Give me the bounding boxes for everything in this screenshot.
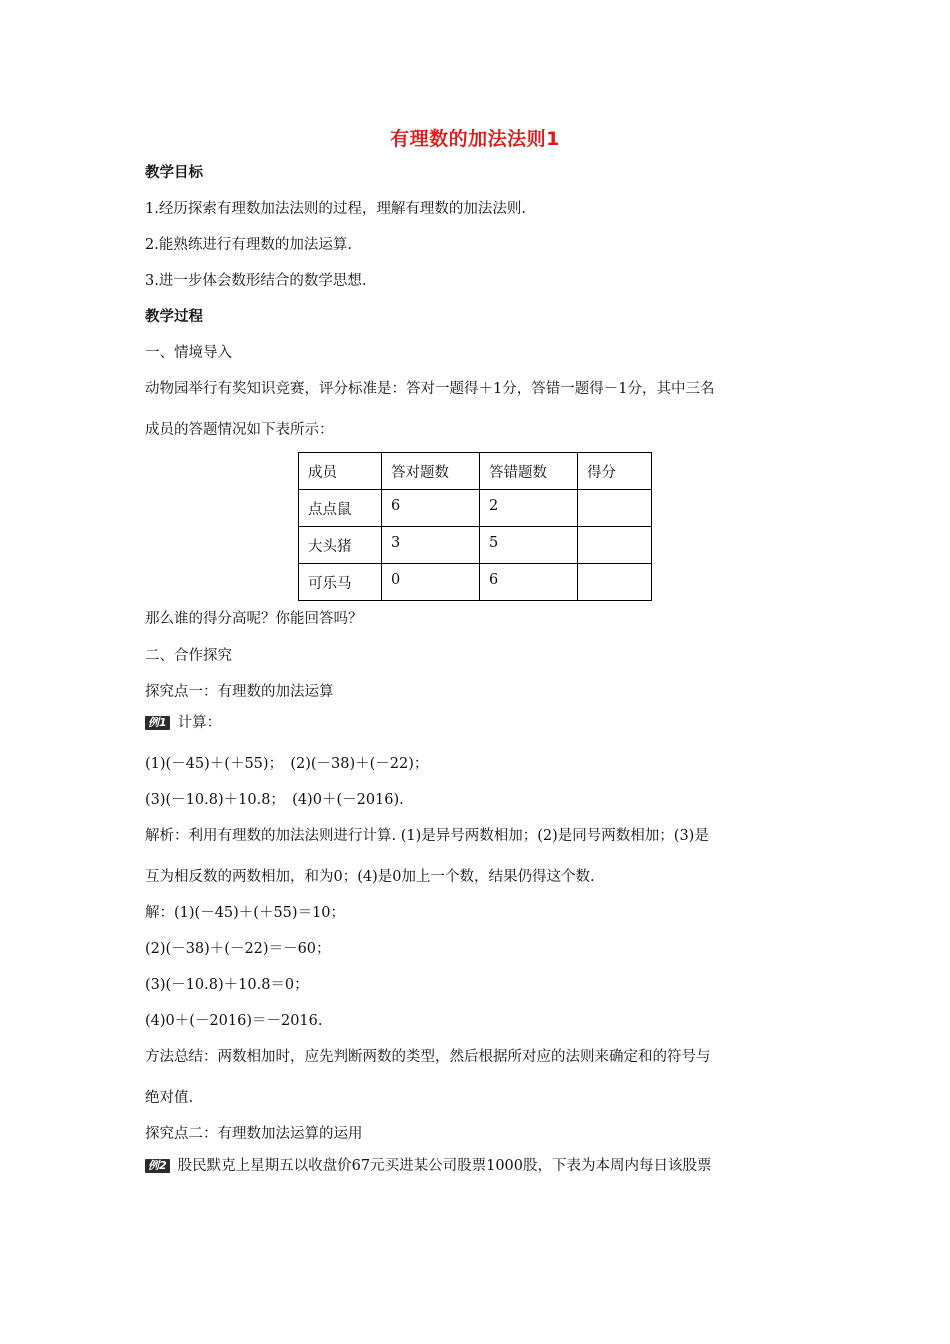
table-header-cell: 成员 (299, 453, 382, 490)
paragraph-line: 绝对值. (145, 1090, 194, 1106)
part-heading: 一、情境导入 (145, 345, 232, 361)
table-cell: 6 (480, 564, 578, 601)
paragraph-line: 那么谁的得分高呢？你能回答吗？ (145, 611, 363, 627)
paragraph-line: 动物园举行有奖知识竞赛，评分标准是：答对一题得＋1分，答错一题得－1分，其中三名 (145, 381, 715, 397)
paragraph-line: 方法总结：两数相加时，应先判断两数的类型，然后根据所对应的法则来确定和的符号与 (145, 1049, 711, 1065)
part-heading: 二、合作探究 (145, 648, 232, 664)
example-badge: 例1 (145, 716, 170, 730)
table-cell: 3 (382, 527, 480, 564)
paragraph-line: 成员的答题情况如下表所示： (145, 422, 334, 438)
example-text: 股民默克上星期五以收盘价67元买进某公司股票1000股，下表为本周内每日该股票 (177, 1158, 712, 1174)
formula-line: (3)(－10.8)＋10.8； (4)0＋(－2016). (145, 792, 404, 808)
table-row (299, 490, 652, 527)
table-cell: 大头猪 (299, 527, 382, 564)
table-row (299, 564, 652, 601)
solution-line: 解：(1)(－45)＋(＋55)＝10； (145, 905, 346, 921)
example-text: 计算： (177, 715, 222, 731)
example-line (145, 713, 815, 733)
example-badge: 例2 (145, 1159, 170, 1173)
table-cell: 6 (382, 490, 480, 527)
goal-item: 2.能熟练进行有理数的加法运算. (145, 237, 352, 253)
table-header-cell: 得分 (578, 453, 652, 490)
table-cell: 点点鼠 (299, 490, 382, 527)
solution-line: (3)(－10.8)＋10.8＝0； (145, 977, 309, 993)
table-cell (578, 490, 652, 527)
goal-item: 3.进一步体会数形结合的数学思想. (145, 273, 367, 289)
solution-line: (4)0＋(－2016)＝－2016. (145, 1013, 323, 1029)
page-title: 有理数的加法法则1 (390, 128, 560, 150)
score-table (298, 452, 652, 601)
table-cell: 0 (382, 564, 480, 601)
paragraph-line: 解析：利用有理数的加法法则进行计算. (1)是异号两数相加；(2)是同号两数相加；(3)是 (145, 828, 709, 844)
table-cell: 可乐马 (299, 564, 382, 601)
formula-line: (1)(－45)＋(＋55)； (2)(－38)＋(－22)； (145, 756, 429, 772)
section-heading-goals: 教学目标 (145, 165, 203, 181)
solution-line: (2)(－38)＋(－22)＝－60； (145, 941, 331, 957)
paragraph-line: 互为相反数的两数相加，和为0；(4)是0加上一个数，结果仍得这个数. (145, 869, 595, 885)
example-line (145, 1156, 815, 1176)
subsection-heading: 探究点二：有理数加法运算的运用 (145, 1126, 363, 1142)
table-header-row (299, 453, 652, 490)
table-row (299, 527, 652, 564)
table-cell: 5 (480, 527, 578, 564)
table-cell (578, 564, 652, 601)
goal-item: 1.经历探索有理数加法法则的过程，理解有理数的加法法则. (145, 201, 526, 217)
section-heading-process: 教学过程 (145, 309, 203, 325)
table-header-cell: 答对题数 (382, 453, 480, 490)
table-cell: 2 (480, 490, 578, 527)
table-cell (578, 527, 652, 564)
subsection-heading: 探究点一：有理数的加法运算 (145, 684, 334, 700)
table-header-cell: 答错题数 (480, 453, 578, 490)
